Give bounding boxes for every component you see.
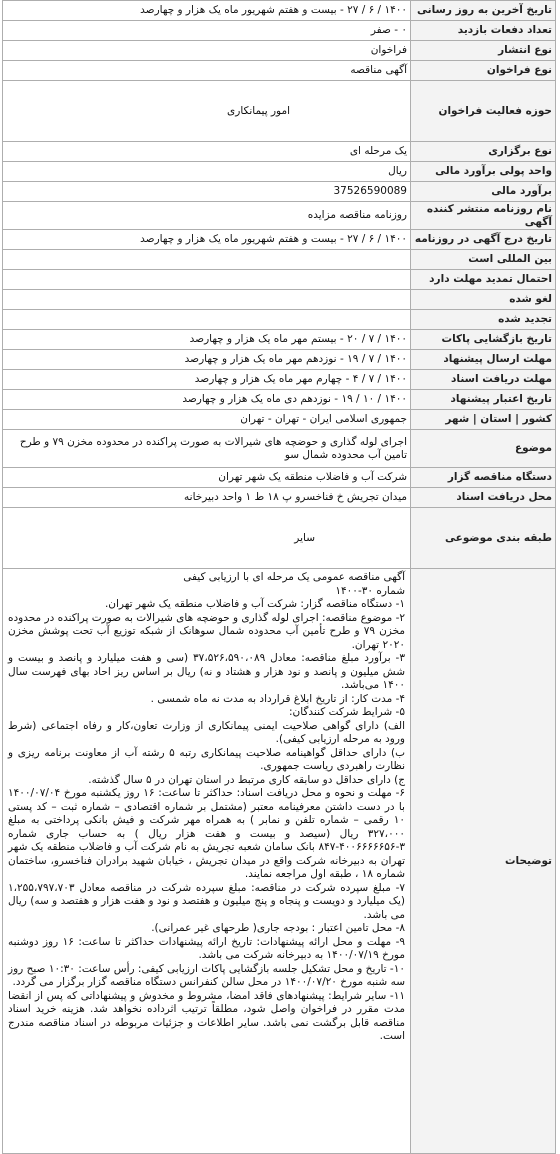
label-last-update: تاریخ آخرین به روز رسانی <box>411 1 556 21</box>
label-extension: احتمال تمدید مهلت دارد <box>411 270 556 290</box>
row-location <box>3 410 556 430</box>
row-extension <box>3 270 556 290</box>
desc-line: ب) دارای حداقل گواهینامه صلاحیت پیمانکاری رتبه ۵ رشته آب از معاونت برنامه ریزی و نظارت راهبردی ریاست جمهوری. <box>8 746 405 772</box>
label-submit-deadline: مهلت ارسال پیشنهاد <box>411 350 556 370</box>
desc-line: ۱۱- سایر شرایط: پیشنهادهای فاقد امضا، مشروط و مخدوش و پیشنهاداتی که پس از انقضا مدت مقرر در فراخوان واصل شود، مطلقاً ترتیب اثرداده نخواهد شد. هزینه خرید اسناد مناقصه قابل برگشت نمی باشد. سایر اطلاعات و جزئیات مربوطه در اسناد مناقصه مندرج است. <box>8 989 405 1042</box>
label-estimate: برآورد مالی <box>411 182 556 202</box>
value-offer-validity: ۱۴۰۰ / ۱۰ / ۱۹ - نوزدهم دی ماه یک هزار و چهارصد <box>3 390 411 410</box>
desc-line: ۱۰- تاریخ و محل تشکیل جلسه بازگشایی پاکات ارزیابی کیفی: رأس ساعت: ۱۰:۳۰ صبح روز سه شنبه مورخ ۱۴۰۰/۰۷/۲۰ در محل سالن کنفرانس دستگاه مناقصه گزار برگزار می گردد. <box>8 962 405 988</box>
row-call-type <box>3 61 556 81</box>
row-newspaper-date <box>3 230 556 250</box>
value-holding-type: یک مرحله ای <box>3 142 411 162</box>
desc-line: ۶- مهلت و نحوه و محل دریافت اسناد: حداکثر تا ساعت: ۱۶ روز یکشنبه مورخ ۱۴۰۰/۰۷/۰۴ با در دست داشتن معرفینامه معتبر (مشتمل بر شماره اقتصادی – شماره ثبت – کد پستی ۱۰ رقمی – شماره تلفن و نمابر ) به همراه مهر شرکت و فیش بانکی پرداختی به مبلغ ۳۲۷،۰۰۰ ریال (سیصد و بیست و هفت هزار ریال ) به حساب جاری شماره ۳-۴۰۰۶۶۶۶۶۵۶-۸۴۷ بانک سامان شعبه تجریش به نام شرکت آب و فاضلاب منطقه یک شهر تهران به دبیرخانه شرکت واقع در میدان تجریش ، خیابان شهید برادران فناخسرو، ساختمان شماره ۱۸ ، طبقه اول مراجعه نمایند. <box>8 787 406 880</box>
row-docs-deadline <box>3 370 556 390</box>
row-organizer <box>3 468 556 488</box>
label-newspaper-date: تاریخ درج آگهی در روزنامه <box>411 230 556 250</box>
label-description: توضیحات <box>411 569 556 1154</box>
desc-line: الف) دارای گواهی صلاحیت ایمنی پیمانکاری از وزارت تعاون،کار و رفاه اجتماعی (شرط ورود به مرحله ارزیابی کیفی). <box>8 719 405 745</box>
label-organizer: دستگاه مناقصه گزار <box>411 468 556 488</box>
desc-line: ۴- مدت کار: از تاریخ ابلاغ قرارداد به مدت نه ماه شمسی . <box>150 692 405 705</box>
desc-line: ۷- مبلغ سپرده شرکت در مناقصه: مبلغ سپرده شرکت در مناقصه معادل ۱،۲۵۵،۷۹۷،۷۰۳ (یک میلیارد و دویست و پنجاه و پنج میلیون و هفتصد و نود و هفت هزار و هفتصد و سه) ریال می باشد. <box>8 881 405 921</box>
value-newspaper-date: ۱۴۰۰ / ۶ / ۲۷ - بیست و هفتم شهریور ماه یک هزار و چهارصد <box>3 230 411 250</box>
value-visit-count: ۰ - صفر <box>3 21 411 41</box>
value-subject: اجرای لوله گذاری و حوضچه های شیرالات به صورت پراکنده در محدوده مخزن ۷۹ و طرح تامین آب محدوده شمال سو <box>3 430 411 468</box>
desc-line: شماره ۳۰-۱۴۰۰ <box>335 584 405 597</box>
row-category <box>3 508 556 569</box>
label-newspaper: نام روزنامه منتشر کننده آگهی <box>411 202 556 230</box>
label-renewed: تجدید شده <box>411 310 556 330</box>
label-holding-type: نوع برگزاری <box>411 142 556 162</box>
row-currency <box>3 162 556 182</box>
value-category: سایر <box>3 508 411 569</box>
label-international: بین المللی است <box>411 250 556 270</box>
row-visit-count <box>3 21 556 41</box>
row-offer-validity <box>3 390 556 410</box>
value-docs-deadline: ۱۴۰۰ / ۷ / ۴ - چهارم مهر ماه یک هزار و چهارصد <box>3 370 411 390</box>
row-renewed <box>3 310 556 330</box>
value-submit-deadline: ۱۴۰۰ / ۷ / ۱۹ - نوزدهم مهر ماه یک هزار و چهارصد <box>3 350 411 370</box>
row-activity-field <box>3 81 556 142</box>
row-last-update <box>3 1 556 21</box>
value-currency: ریال <box>3 162 411 182</box>
row-opening-date <box>3 330 556 350</box>
desc-line: ۸- محل تامین اعتبار : بودجه جاری( طرحهای غیر عمرانی). <box>151 922 405 934</box>
row-submit-deadline <box>3 350 556 370</box>
desc-line: ۱- دستگاه مناقصه گزار: شرکت آب و فاضلاب منطقه یک شهر تهران. <box>104 598 405 610</box>
value-last-update: ۱۴۰۰ / ۶ / ۲۷ - بیست و هفتم شهریور ماه یک هزار و چهارصد <box>3 1 411 21</box>
description-text <box>6 570 407 1045</box>
value-description <box>3 569 411 1154</box>
desc-line: ۵- شرایط شرکت کنندگان: <box>288 706 405 718</box>
desc-line: آگهی مناقصه عمومی یک مرحله ای با ارزیابی کیفی <box>183 571 405 583</box>
row-subject <box>3 430 556 468</box>
tender-detail-page <box>2 0 556 1154</box>
row-description <box>3 569 556 1154</box>
row-publish-type <box>3 41 556 61</box>
value-newspaper: روزنامه مناقصه مزایده <box>3 202 411 230</box>
label-location: کشور | استان | شهر <box>411 410 556 430</box>
tender-info-table <box>2 0 556 1154</box>
desc-line: ۲- موضوع مناقصه: اجرای لوله گذاری و حوضچه های شیرالات به صورت پراکنده در محدوده مخزن ۷۹ و طرح تأمین آب محدوده شمال سوهانک از شبکه توزیع آب تحت پوشش مخزن ۲۰۲۰ تهران. <box>8 611 405 651</box>
value-location: جمهوری اسلامی ایران - تهران - تهران <box>3 410 411 430</box>
label-cancelled: لغو شده <box>411 290 556 310</box>
label-offer-validity: تاریخ اعتبار پیشنهاد <box>411 390 556 410</box>
value-international <box>3 250 411 270</box>
label-currency: واحد پولی برآورد مالی <box>411 162 556 182</box>
label-docs-deadline: مهلت دریافت اسناد <box>411 370 556 390</box>
value-opening-date: ۱۴۰۰ / ۷ / ۲۰ - بیستم مهر ماه یک هزار و چهارصد <box>3 330 411 350</box>
row-international <box>3 250 556 270</box>
label-visit-count: تعداد دفعات بازدید <box>411 21 556 41</box>
row-newspaper <box>3 202 556 230</box>
label-activity-field: حوزه فعالیت فراخوان <box>411 81 556 142</box>
value-publish-type: فراخوان <box>3 41 411 61</box>
desc-line: ج) دارای حداقل دو سابقه کاری مرتبط در استان تهران در ۵ سال گذشته. <box>88 773 405 786</box>
value-call-type: آگهی مناقصه <box>3 61 411 81</box>
desc-line: ۹- مهلت و محل ارائه پیشنهادات: تاریخ ارائه پیشنهادات حداکثر تا ساعت: ۱۶ روز دوشنبه مورخ ۱۴۰۰/۰۷/۱۹ به دبیرخانه شرکت می باشد. <box>8 935 405 961</box>
row-docs-place <box>3 488 556 508</box>
value-renewed <box>3 310 411 330</box>
label-category: طبقه بندی موضوعی <box>411 508 556 569</box>
value-activity-field: امور پیمانکاری <box>3 81 411 142</box>
row-cancelled <box>3 290 556 310</box>
value-extension <box>3 270 411 290</box>
label-subject: موضوع <box>411 430 556 468</box>
row-holding-type <box>3 142 556 162</box>
value-estimate: 37526590089 <box>3 182 411 202</box>
label-opening-date: تاریخ بازگشایی پاکات <box>411 330 556 350</box>
value-organizer: شرکت آب و فاضلاب منطقه یک شهر تهران <box>3 468 411 488</box>
desc-line: ۳- برآورد مبلغ مناقصه: معادل ۳۷،۵۲۶،۵۹۰،۰۸۹ (سی و هفت میلیارد و پانصد و بیست و شش میلیون و پانصد و نود هزار و هشتاد و نه) ریال بر اساس ریز احاد بهای فهرست سال ۱۴۰۰ می‌باشد. <box>8 652 405 691</box>
row-estimate <box>3 182 556 202</box>
value-docs-place: میدان تجریش خ فناخسرو پ ۱۸ ط ۱ واحد دبیرخانه <box>3 488 411 508</box>
label-publish-type: نوع انتشار <box>411 41 556 61</box>
label-call-type: نوع فراخوان <box>411 61 556 81</box>
label-docs-place: محل دریافت اسناد <box>411 488 556 508</box>
value-cancelled <box>3 290 411 310</box>
